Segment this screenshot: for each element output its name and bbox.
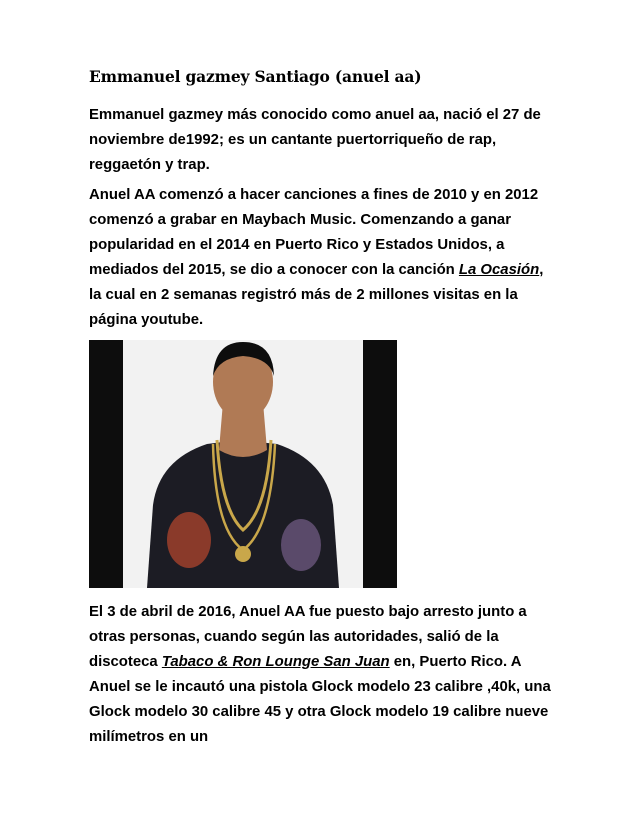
paragraph-intro: Emmanuel gazmey más conocido como anuel aa, nació el 27 de noviembre de1992; es un cantante puertorriqueño de rap, reggaetón y trap. bbox=[89, 107, 541, 173]
paragraph-arrest-text-before: El 3 de abril de 2016, Anuel AA fue puesto bajo arresto junto a otras personas, cuando según las autoridades, salió de la discoteca bbox=[89, 604, 527, 670]
paragraph-career-text-after: , la cual en 2 semanas registró más de 2 millones visitas en la página youtube. bbox=[89, 262, 544, 328]
shirt-print bbox=[167, 512, 211, 568]
paragraph-arrest-text-after: en, Puerto Rico. A Anuel se le incautó una pistola Glock modelo 23 calibre ,40k, una Glock modelo 30 calibre 45 y otra Glock modelo 19 calibre nueve milímetros en un bbox=[89, 654, 551, 745]
venue-name: Tabaco & Ron Lounge San Juan bbox=[161, 654, 390, 670]
shirt-print bbox=[281, 519, 321, 571]
paragraph-career bbox=[89, 183, 559, 333]
song-title: La Ocasión bbox=[458, 262, 540, 278]
pendant bbox=[235, 546, 251, 562]
paragraph-arrest bbox=[89, 600, 559, 750]
paragraph-career-text-before: Anuel AA comenzó a hacer canciones a fines de 2010 y en 2012 comenzó a grabar en Maybach Music. Comenzando a ganar popularidad en el 2014 en Puerto Rico y Estados Unidos, a mediados del 2015, se dio a conocer con la canción bbox=[89, 187, 539, 278]
artist-photo bbox=[89, 340, 397, 588]
artist-photo-illustration bbox=[89, 340, 397, 588]
document-title: Emmanuel gazmey Santiago (anuel aa) bbox=[89, 67, 422, 86]
